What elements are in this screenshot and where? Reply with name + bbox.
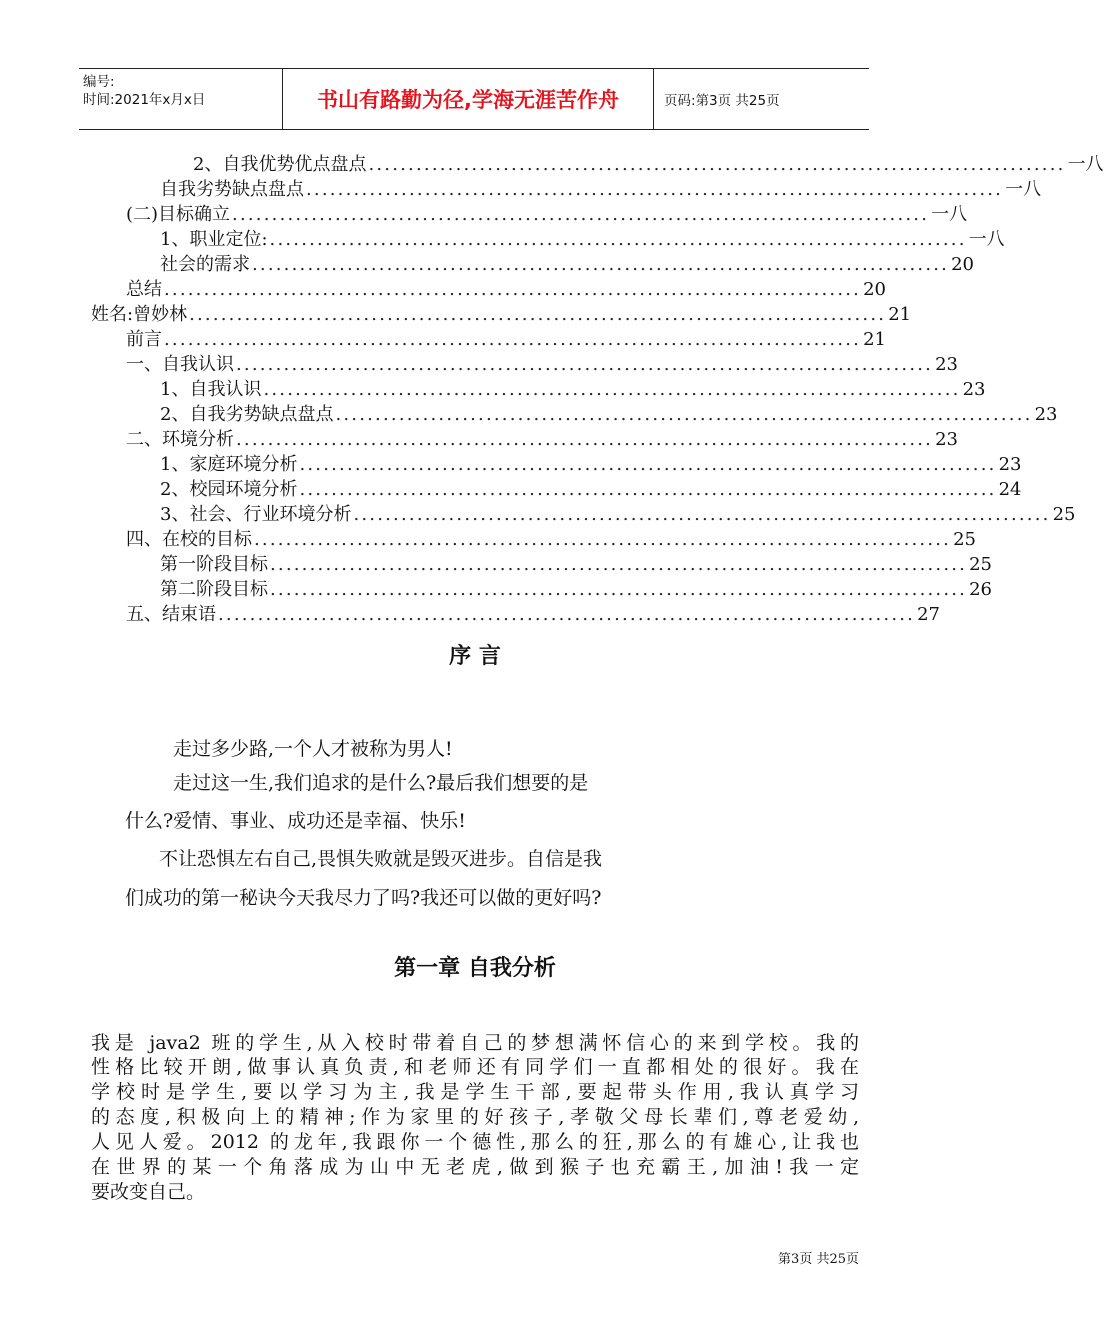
- toc-entry-page: 20: [863, 279, 887, 300]
- toc-entry-page: 一八: [1005, 179, 1042, 200]
- toc-entry[interactable]: [160, 502, 1076, 527]
- body-line: 人见人爱。2012 的龙年,我跟你一个德性,那么的狂,那么的有雄心,让我也: [91, 1131, 859, 1153]
- toc-entry[interactable]: [126, 202, 968, 227]
- toc-entry-title: 一、自我认识: [126, 354, 234, 375]
- toc-entry[interactable]: [126, 427, 959, 452]
- toc-entry[interactable]: [126, 327, 887, 352]
- toc-leader: ........................................................................................: [218, 604, 916, 625]
- toc-entry-title: 3、社会、行业环境分析: [160, 504, 352, 525]
- toc-entry-page: 一八: [1067, 154, 1104, 175]
- toc-entry[interactable]: [126, 527, 977, 552]
- toc-leader: ........................................................................................: [164, 329, 862, 350]
- page-header: [79, 68, 869, 130]
- toc-entry[interactable]: [160, 477, 1022, 502]
- toc-entry[interactable]: [126, 277, 887, 302]
- time-label: 时间:2021年x月x日: [83, 92, 206, 108]
- toc-entry-title: 2、自我劣势缺点盘点: [160, 404, 334, 425]
- toc-leader: ........................................................................................: [232, 204, 930, 225]
- toc-entry-page: 26: [969, 579, 993, 600]
- toc-entry-title: 前言: [126, 329, 162, 350]
- toc-leader: ........................................................................................: [270, 579, 968, 600]
- toc-entry-title: 四、在校的目标: [126, 529, 252, 550]
- toc-entry-title: 五、结束语: [126, 604, 216, 625]
- toc-entry-page: 一八: [931, 204, 968, 225]
- preface-line: 们成功的第一秘诀今天我尽力了吗?我还可以做的更好吗?: [125, 887, 602, 909]
- toc-entry-page: 23: [935, 429, 959, 450]
- toc-entry-page: 23: [935, 354, 959, 375]
- chapter-title: 第一章 自我分析: [394, 956, 556, 981]
- toc-entry-page: 27: [917, 604, 941, 625]
- toc-leader: ........................................................................................: [335, 404, 1033, 425]
- toc-entry[interactable]: [160, 552, 993, 577]
- toc-entry-title: 总结: [126, 279, 162, 300]
- toc-entry[interactable]: [160, 402, 1058, 427]
- toc-entry-title: 1、自我认识: [160, 379, 262, 400]
- toc-entry-title: 2、自我优势优点盘点: [193, 154, 367, 175]
- toc-entry-title: 社会的需求: [160, 254, 250, 275]
- preface-title: 序 言: [449, 644, 501, 669]
- toc-entry-page: 一八: [968, 229, 1005, 250]
- toc-leader: ........................................................................................: [353, 504, 1051, 525]
- preface-line: 不让恐惧左右自己,畏惧失败就是毁灭进步。自信是我: [159, 848, 603, 870]
- toc-leader: ........................................................................................: [236, 429, 934, 450]
- toc-leader: ........................................................................................: [263, 379, 961, 400]
- preface-line: 走过多少路,一个人才被称为男人!: [173, 738, 453, 760]
- preface-line: 走过这一生,我们追求的是什么?最后我们想要的是: [173, 772, 589, 794]
- toc-entry-title: 1、职业定位:: [160, 229, 268, 250]
- toc-entry[interactable]: [160, 377, 986, 402]
- toc-leader: ........................................................................................: [189, 304, 887, 325]
- toc-entry[interactable]: [160, 577, 993, 602]
- toc-entry[interactable]: [160, 227, 1005, 252]
- toc-entry-title: 自我劣势缺点盘点: [160, 179, 304, 200]
- toc-entry[interactable]: [160, 252, 975, 277]
- body-line: 的态度,积极向上的精神;作为家里的好孩子,孝敬父母长辈们,尊老爱幼,: [91, 1106, 859, 1128]
- toc-entry-title: 姓名:曾妙林: [91, 304, 188, 325]
- toc-leader: ........................................................................................: [236, 354, 934, 375]
- toc-leader: ........................................................................................: [270, 554, 968, 575]
- toc-leader: ........................................................................................: [164, 279, 862, 300]
- body-line: 要改变自己。: [91, 1181, 206, 1203]
- toc-entry-page: 24: [998, 479, 1022, 500]
- toc-entry-page: 25: [1052, 504, 1076, 525]
- header-page-label: 页码:第3页 共25页: [664, 93, 780, 109]
- toc-entry-title: 第二阶段目标: [160, 579, 268, 600]
- toc-leader: ........................................................................................: [269, 229, 967, 250]
- toc-entry-page: 23: [962, 379, 986, 400]
- header-meta: [79, 69, 282, 129]
- body-line: 我是 java2 班的学生,从入校时带着自己的梦想满怀信心的来到学校。我的: [91, 1032, 859, 1054]
- number-label: 编号:: [83, 74, 115, 90]
- toc-entry-page: 21: [888, 304, 912, 325]
- toc-entry-page: 23: [1034, 404, 1058, 425]
- toc-entry[interactable]: [193, 152, 1104, 177]
- toc-entry-title: 二、环境分析: [126, 429, 234, 450]
- toc-entry[interactable]: [91, 302, 912, 327]
- toc-entry-title: 1、家庭环境分析: [160, 454, 298, 475]
- toc-entry-title: 第一阶段目标: [160, 554, 268, 575]
- toc-entry-page: 23: [998, 454, 1022, 475]
- toc-entry[interactable]: [160, 177, 1042, 202]
- header-motto: 书山有路勤为径,学海无涯苦作舟: [282, 69, 654, 129]
- toc-leader: ........................................................................................: [299, 479, 997, 500]
- page-footer: 第3页 共25页: [778, 1252, 859, 1267]
- preface-line: 什么?爱情、事业、成功还是幸福、快乐!: [125, 810, 466, 832]
- body-line: 性格比较开朗,做事认真负责,和老师还有同学们一直都相处的很好。我在: [91, 1056, 859, 1078]
- toc-leader: ........................................................................................: [254, 529, 952, 550]
- toc-leader: ........................................................................................: [299, 454, 997, 475]
- body-line: 在世界的某一个角落成为山中无老虎,做到猴子也充霸王,加油!我一定: [91, 1156, 859, 1178]
- toc-leader: ........................................................................................: [368, 154, 1066, 175]
- body-line: 学校时是学生,要以学习为主,我是学生干部,要起带头作用,我认真学习: [91, 1081, 859, 1103]
- toc-entry[interactable]: [126, 352, 959, 377]
- toc-entry[interactable]: [160, 452, 1022, 477]
- toc-leader: ........................................................................................: [306, 179, 1004, 200]
- toc-entry-title: (二)目标确立: [126, 204, 231, 225]
- toc-entry-page: 25: [969, 554, 993, 575]
- toc-entry-page: 21: [863, 329, 887, 350]
- toc-leader: ........................................................................................: [252, 254, 950, 275]
- toc-entry-page: 25: [953, 529, 977, 550]
- toc-entry-title: 2、校园环境分析: [160, 479, 298, 500]
- toc-entry[interactable]: [126, 602, 941, 627]
- toc-entry-page: 20: [951, 254, 975, 275]
